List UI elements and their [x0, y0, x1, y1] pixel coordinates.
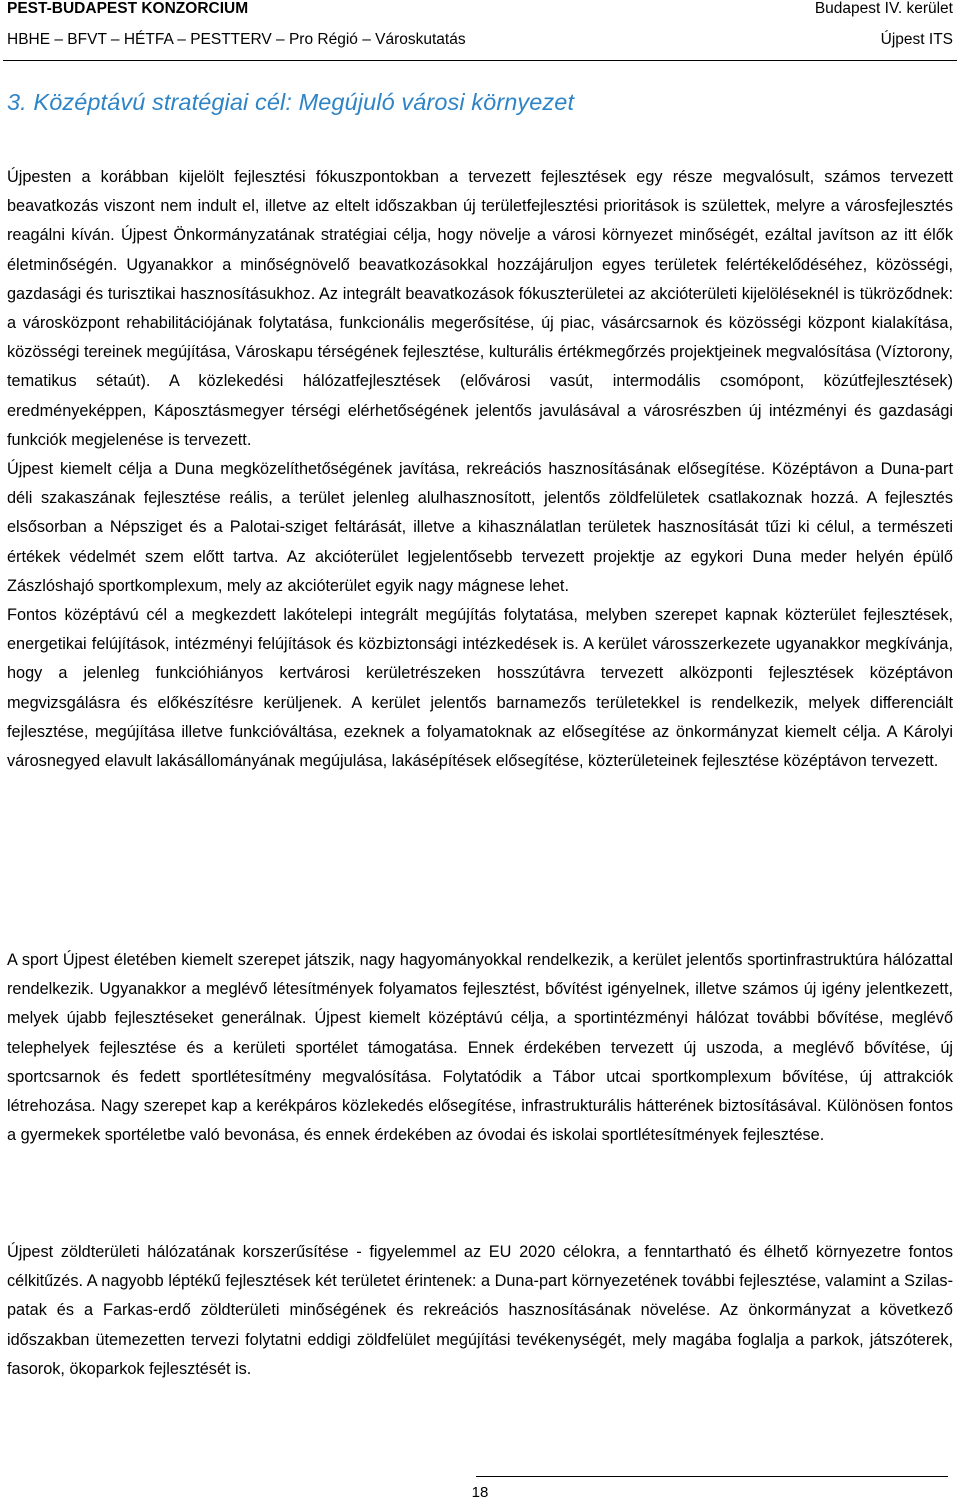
header-district: Budapest IV. kerület	[814, 0, 953, 17]
body-block-3	[7, 1238, 953, 1384]
body-block-1	[7, 163, 953, 776]
header-partners: HBHE – BFVT – HÉTFA – PESTTERV – Pro Régió – Városkutatás	[7, 31, 466, 48]
footer-divider	[476, 1476, 948, 1477]
header-doc: Újpest ITS	[880, 31, 953, 48]
running-header-bottom	[7, 30, 953, 49]
page-number: 18	[471, 1484, 489, 1501]
header-divider	[3, 60, 957, 61]
body-block-2	[7, 946, 953, 1150]
running-header-top	[7, 0, 953, 18]
header-org: PEST-BUDAPEST KONZORCIUM	[7, 0, 249, 17]
paragraph-3: Fontos középtávú cél a megkezdett lakótelepi integrált megújítás folytatása, melyben szerepet kapnak közterület fejlesztések, energetikai felújítások, intézményi felújítások és közbiztonsági intézkedések is. A kerület városszerkezete ugyanakkor megkívánja, hogy a jelenleg funkcióhiányos kertvárosi kerületrészeken hosszútávra tervezett alközponti fejlesztések középtávon megvizsgálásra és előkészítésre kerüljenek. A kerület jelentős barnamezős területekkel is rendelkezik, melyek differenciált fejlesztése, megújítása illetve funkcióváltása, ezeknek a folyamatoknak az elősegítése az önkormányzat kiemelt célja. A Károlyi városnegyed elavult lakásállományának megújulása, lakásépítések elősegítése, közterületeinek fejlesztése középtávon tervezett.	[7, 606, 953, 771]
paragraph-2: Újpest kiemelt célja a Duna megközelíthetőségének javítása, rekreációs hasznosításának elősegítése. Középtávon a Duna-part déli szakaszának fejlesztése reális, a terület jelenleg alulhasznosított, jelentős zöldfelületek csatlakoznak hozzá. A fejlesztés elsősorban a Népsziget és a Palotai-sziget feltárását, illetve a kihasználatlan területek hasznosítását tűzi ki célul, a természeti értékek védelmét szem előtt tartva. Az akcióterület legjelentősebb tervezett projektje az egykori Duna meder helyén épülő Zászlóshajó sportkomplexum, mely az akcióterület egyik nagy mágnese lehet.	[7, 460, 953, 595]
paragraph-1: Újpesten a korábban kijelölt fejlesztési fókuszpontokban a tervezett fejlesztések egy része megvalósult, számos tervezett beavatkozás viszont nem indult el, illetve az eltelt időszakban új területfejlesztési prioritások is születtek, melyre a városfejlesztés reagálni kíván. Újpest Önkormányzatának stratégiai célja, hogy növelje a városi környezet minőségét, ezáltal javítson az itt élők életminőségén. Ugyanakkor a minőségnövelő beavatkozásokkal hozzájáruljon egyes területek felértékelődéséhez, közösségi, gazdasági és turisztikai hasznosításukhoz. Az integrált beavatkozások fókuszterületei az akcióterületi kijelöléseknél is tükröződnek: a városközpont rehabilitációjának folytatása, funkcionális megerősítése, új piac, vásárcsarnok és közösségi központ kialakítása, közösségi tereinek megújítása, Városkapu térségének fejlesztése, kulturális értékmegőrzés projektjeinek megvalósítása (Víztorony, tematikus sétaút). A közlekedési hálózatfejlesztések (elővárosi vasút, intermodális csomópont, közútfejlesztések) eredményeképpen, Káposztásmegyer térségi elérhetőségének jelentős javulásával a városrészben új intézményi és gazdasági funkciók megjelenése is tervezett.	[7, 168, 953, 449]
section-title: 3. Középtávú stratégiai cél: Megújuló városi környezet	[7, 89, 575, 115]
paragraph-5: Újpest zöldterületi hálózatának korszerűsítése - figyelemmel az EU 2020 célokra, a fenntartható és élhető környezetre fontos célkitűzés. A nagyobb léptékű fejlesztések két területet érintenek: a Duna-part környezetének további fejlesztése, valamint a Szilas-patak és a Farkas-erdő zöldterületi minőségének és rekreációs hasznosításának növelése. Az önkormányzat a következő időszakban ütemezetten tervezi folytatni eddigi zöldfelület megújítási tevékenységét, mely magába foglalja a parkok, játszóterek, fasorok, ökoparkok fejlesztését is.	[7, 1243, 953, 1378]
paragraph-4: A sport Újpest életében kiemelt szerepet játszik, nagy hagyományokkal rendelkezik, a kerület jelentős sportinfrastruktúra hálózattal rendelkezik. Ugyanakkor a meglévő létesítmények folyamatos fejlesztést, bővítést igényelnek, illetve számos új igény jelentkezett, melyek újabb fejlesztéseket generálnak. Újpest kiemelt középtávú célja, a sportintézményi hálózat további bővítése, meglévő telephelyek fejlesztése és a kerületi sportélet támogatása. Ennek érdekében tervezett új uszoda, a meglévő bővítése, új sportcsarnok és fedett sportlétesítmény megvalósítása. Folytatódik a Tábor utcai sportkomplexum bővítése, új attrakciók létrehozása. Nagy szerepet kap a kerékpáros közlekedés elősegítése, infrastrukturális hátterének biztosításával. Különösen fontos a gyermekek sportéletbe való bevonása, és ennek érdekében az óvodai és iskolai sportlétesítmények fejlesztése.	[7, 951, 953, 1145]
